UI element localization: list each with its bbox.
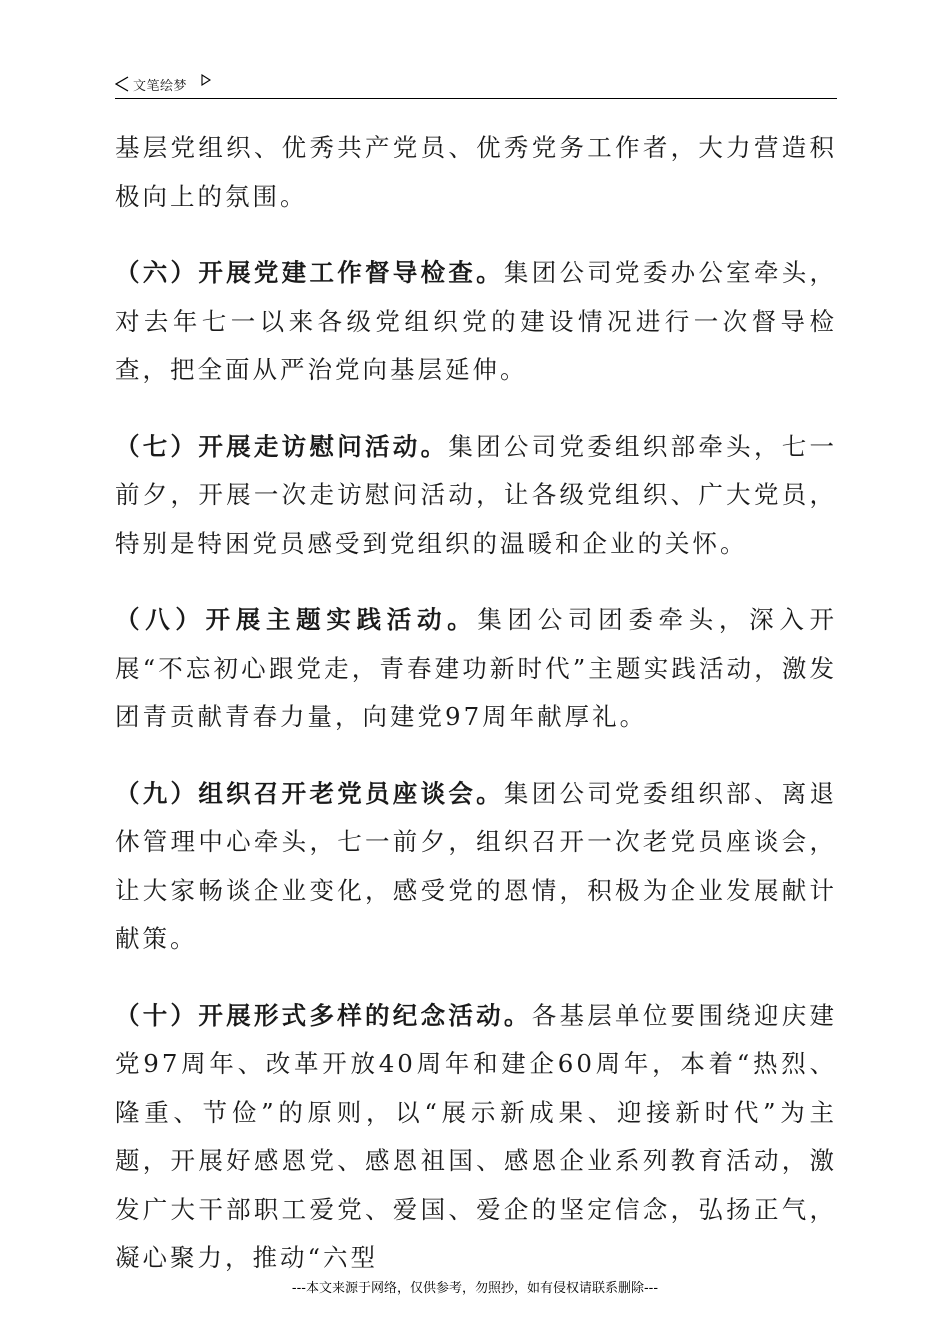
triangle-left-icon	[115, 76, 129, 92]
paragraph	[115, 423, 837, 569]
document-body	[115, 124, 837, 1283]
paragraph-heading: （六）开展党建工作督导检查。	[115, 258, 504, 287]
paragraph	[115, 770, 837, 964]
header-brand: 文笔绘梦	[133, 79, 188, 94]
paragraph-text: 各基层单位要围绕迎庆建党97周年、改革开放40周年和建企60周年，本着“热烈、隆重、节俭”的原则，以“展示新成果、迎接新时代”为主题，开展好感恩党、感恩祖国、感恩企业系列教育活动，激发广大干部职工爱党、爱国、爱企的坚定信念，弘扬正气，凝心聚力，推动“六型	[115, 1000, 838, 1272]
paragraph	[115, 249, 837, 395]
paragraph-text: 集团公司党委组织部牵头，七一前夕，开展一次走访慰问活动，让各级党组织、广大党员，特别是特困党员感受到党组织的温暖和企业的关怀。	[115, 431, 837, 558]
paragraph-heading: （九）组织召开老党员座谈会。	[115, 778, 504, 808]
paragraph-text: 集团公司党委办公室牵头，对去年七一以来各级党组织党的建设情况进行一次督导检查，把全面从严治党向基层延伸。	[115, 258, 838, 384]
page-header	[115, 74, 837, 99]
triangle-right-icon	[201, 74, 211, 86]
paragraph-heading: （八）开展主题实践活动。	[115, 605, 478, 634]
paragraph-text: 基层党组织、优秀共产党员、优秀党务工作者，大力营造积极向上的氛围。	[115, 133, 837, 211]
paragraph	[115, 124, 837, 221]
paragraph-heading: （七）开展走访慰问活动。	[115, 431, 449, 461]
paragraph-text: 集团公司党委组织部、离退休管理中心牵头，七一前夕，组织召开一次老党员座谈会，让大家畅谈企业变化，感受党的恩情，积极为企业发展献计献策。	[115, 778, 838, 953]
page-footer-disclaimer: ---本文来源于网络，仅供参考，勿照抄，如有侵权请联系删除---	[291, 1281, 659, 1296]
paragraph	[115, 992, 837, 1283]
paragraph-text: 集团公司团委牵头，深入开展“不忘初心跟党走，青春建功新时代”主题实践活动，激发团青贡献青春力量，向建党97周年献厚礼。	[115, 605, 838, 731]
paragraph	[115, 596, 837, 742]
paragraph-heading: （十）开展形式多样的纪念活动。	[115, 1000, 532, 1030]
